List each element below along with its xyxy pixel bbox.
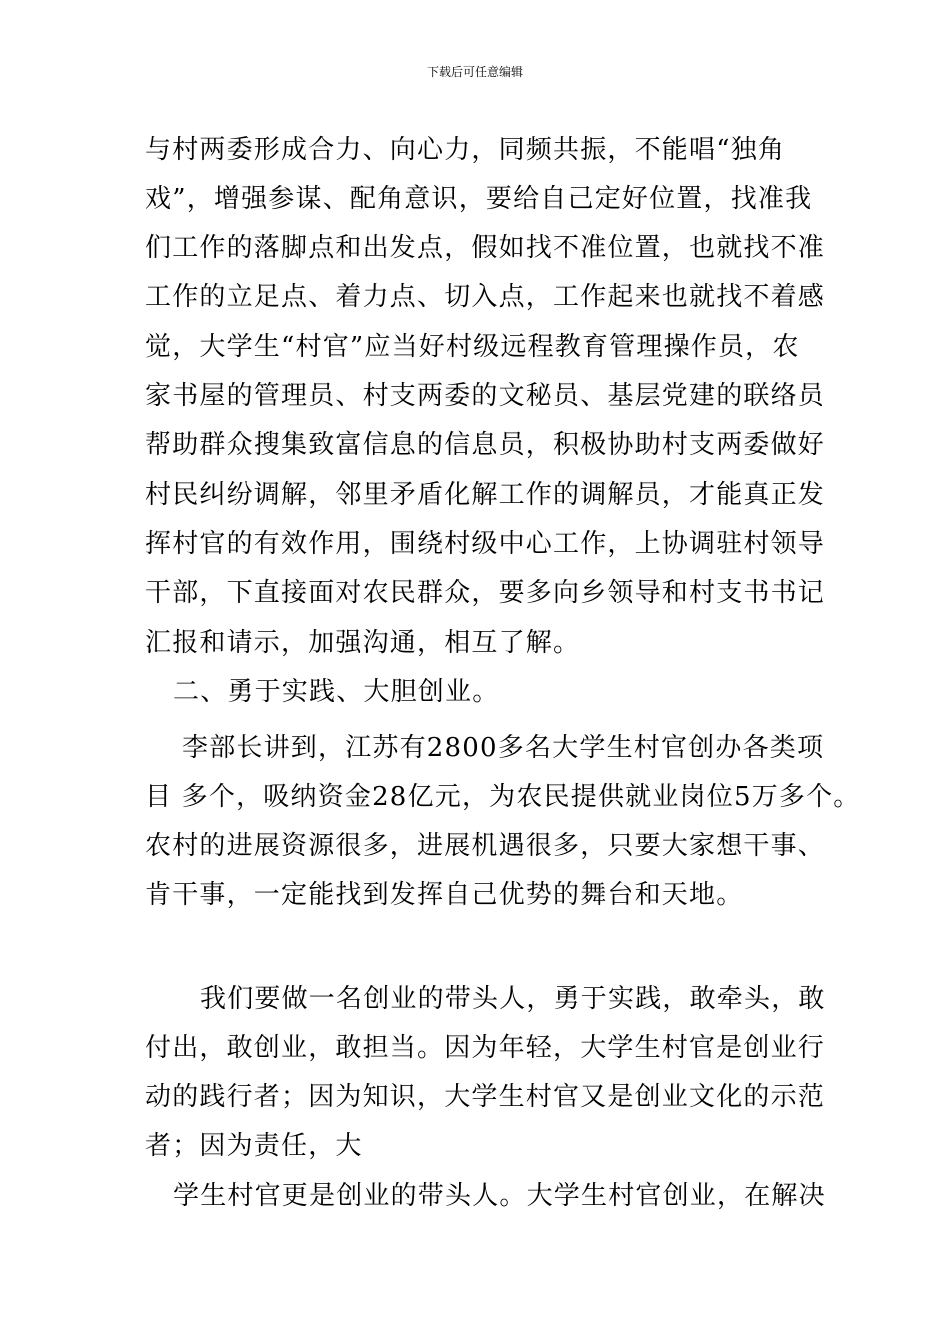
paragraph-line: 汇报和请示，加强沟通，相互了解。: [145, 628, 581, 658]
paragraph-line: 农村的进展资源很多，进展机遇很多，只要大家想干事、: [145, 831, 826, 861]
paragraph-line: 动的践行者；因为知识，大学生村官又是创业文化的示范: [145, 1082, 826, 1112]
paragraph-line: 目 多个，吸纳资金28亿元，为农民提供就业岗位5万多个。: [145, 782, 861, 812]
paragraph-line: 我们要做一名创业的带头人，勇于实践，敢牵头，敢: [200, 984, 826, 1014]
paragraph-line: 戏”，增强参谋、配角意识，要给自己定好位置，找准我: [145, 184, 813, 214]
paragraph-line: 干部，下直接面对农民群众，要多向乡领导和村支书书记: [145, 578, 826, 608]
paragraph-line: 与村两委形成合力、向心力，同频共振，不能唱“独角: [145, 135, 786, 165]
page-header: 下载后可任意编辑: [426, 65, 523, 79]
paragraph-line: 工作的立足点、着力点、切入点，工作起来也就找不着感: [145, 282, 826, 312]
paragraph-line: 们工作的落脚点和出发点，假如找不准位置，也就找不准: [145, 233, 826, 263]
paragraph-line: 挥村官的有效作用，围绕村级中心工作，上协调驻村领导: [145, 529, 826, 559]
paragraph-line: 帮助群众搜集致富信息的信息员，积极协助村支两委做好: [145, 430, 826, 460]
section-heading: 二、勇于实践、大胆创业。: [173, 677, 500, 707]
paragraph-line: 学生村官更是创业的带头人。大学生村官创业，在解决: [173, 1181, 826, 1211]
paragraph-line: 者；因为责任，大: [145, 1131, 363, 1161]
paragraph-line: 村民纠纷调解，邻里矛盾化解工作的调解员，才能真正发: [145, 480, 826, 510]
paragraph-line: 李部长讲到，江苏有2800多名大学生村官创办各类项: [182, 733, 825, 763]
paragraph-line: 付出，敢创业，敢担当。因为年轻，大学生村官是创业行: [145, 1033, 826, 1063]
paragraph-line: 家书屋的管理员、村支两委的文秘员、基层党建的联络员: [145, 381, 826, 411]
paragraph-line: 肯干事，一定能找到发挥自己优势的舞台和天地。: [145, 880, 744, 910]
paragraph-line: 觉，大学生“村官”应当好村级远程教育管理操作员，农: [145, 332, 800, 362]
